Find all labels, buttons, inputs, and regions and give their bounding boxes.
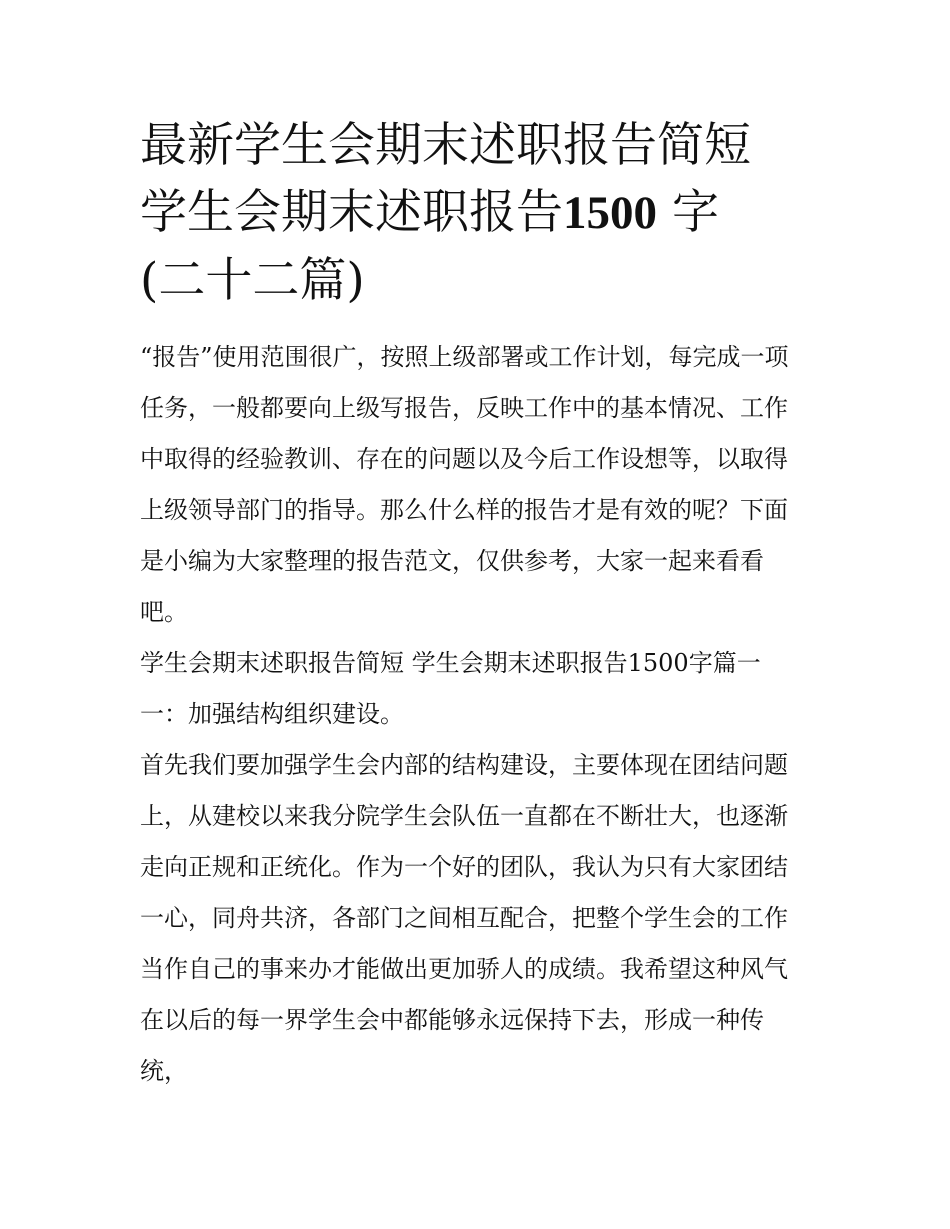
title-word-unit: 字 (671, 185, 719, 240)
intro-line: “报告”使用范围很广，按照上级部署或工作计划，每完成一项 (140, 343, 789, 371)
title-line-2-text: 学生会期末述职报告 (140, 185, 563, 240)
section-heading (140, 638, 820, 689)
title-line-2 (140, 179, 820, 247)
document-body (140, 332, 820, 1097)
intro-line: 是小编为大家整理的报告范文，仅供参考，大家一起来看看 (140, 547, 764, 575)
title-line-1: 最新学生会期末述职报告简短 (140, 118, 751, 173)
document-content (140, 112, 820, 1097)
body-line: 在以后的每一界学生会中都能够永远保持下去，形成一种传 (140, 1006, 764, 1034)
body-line: 上，从建校以来我分院学生会队伍一直都在不断壮大，也逐渐 (140, 802, 788, 830)
intro-paragraph (140, 332, 820, 638)
intro-line: 中取得的经验教训、存在的问题以及今后工作设想等，以取得 (140, 445, 788, 473)
title-word-count: 1500 (563, 187, 657, 239)
body-line: 走向正规和正统化。作为一个好的团队，我认为只有大家团结 (140, 853, 788, 881)
body-line: 当作自己的事来办才能做出更加骄人的成绩。我希望这种风气 (140, 955, 788, 983)
point-one-heading (140, 689, 820, 740)
title-line-3: (二十二篇) (140, 253, 365, 308)
body-line: 一心，同舟共济，各部门之间相互配合，把整个学生会的工作 (140, 904, 788, 932)
intro-line: 上级领导部门的指导。那么什么样的报告才是有效的呢？下面 (140, 496, 788, 524)
document-title (140, 112, 820, 314)
section-heading-text: 学生会期末述职报告简短 学生会期末述职报告1500字篇一 (140, 649, 761, 677)
body-paragraph (140, 740, 820, 1097)
body-line: 统， (140, 1057, 188, 1085)
intro-line: 任务，一般都要向上级写报告，反映工作中的基本情况、工作 (140, 394, 788, 422)
point-one-text: 一：加强结构组织建设。 (140, 700, 404, 728)
body-line: 首先我们要加强学生会内部的结构建设，主要体现在团结问题 (140, 751, 788, 779)
intro-line: 吧。 (140, 598, 188, 626)
